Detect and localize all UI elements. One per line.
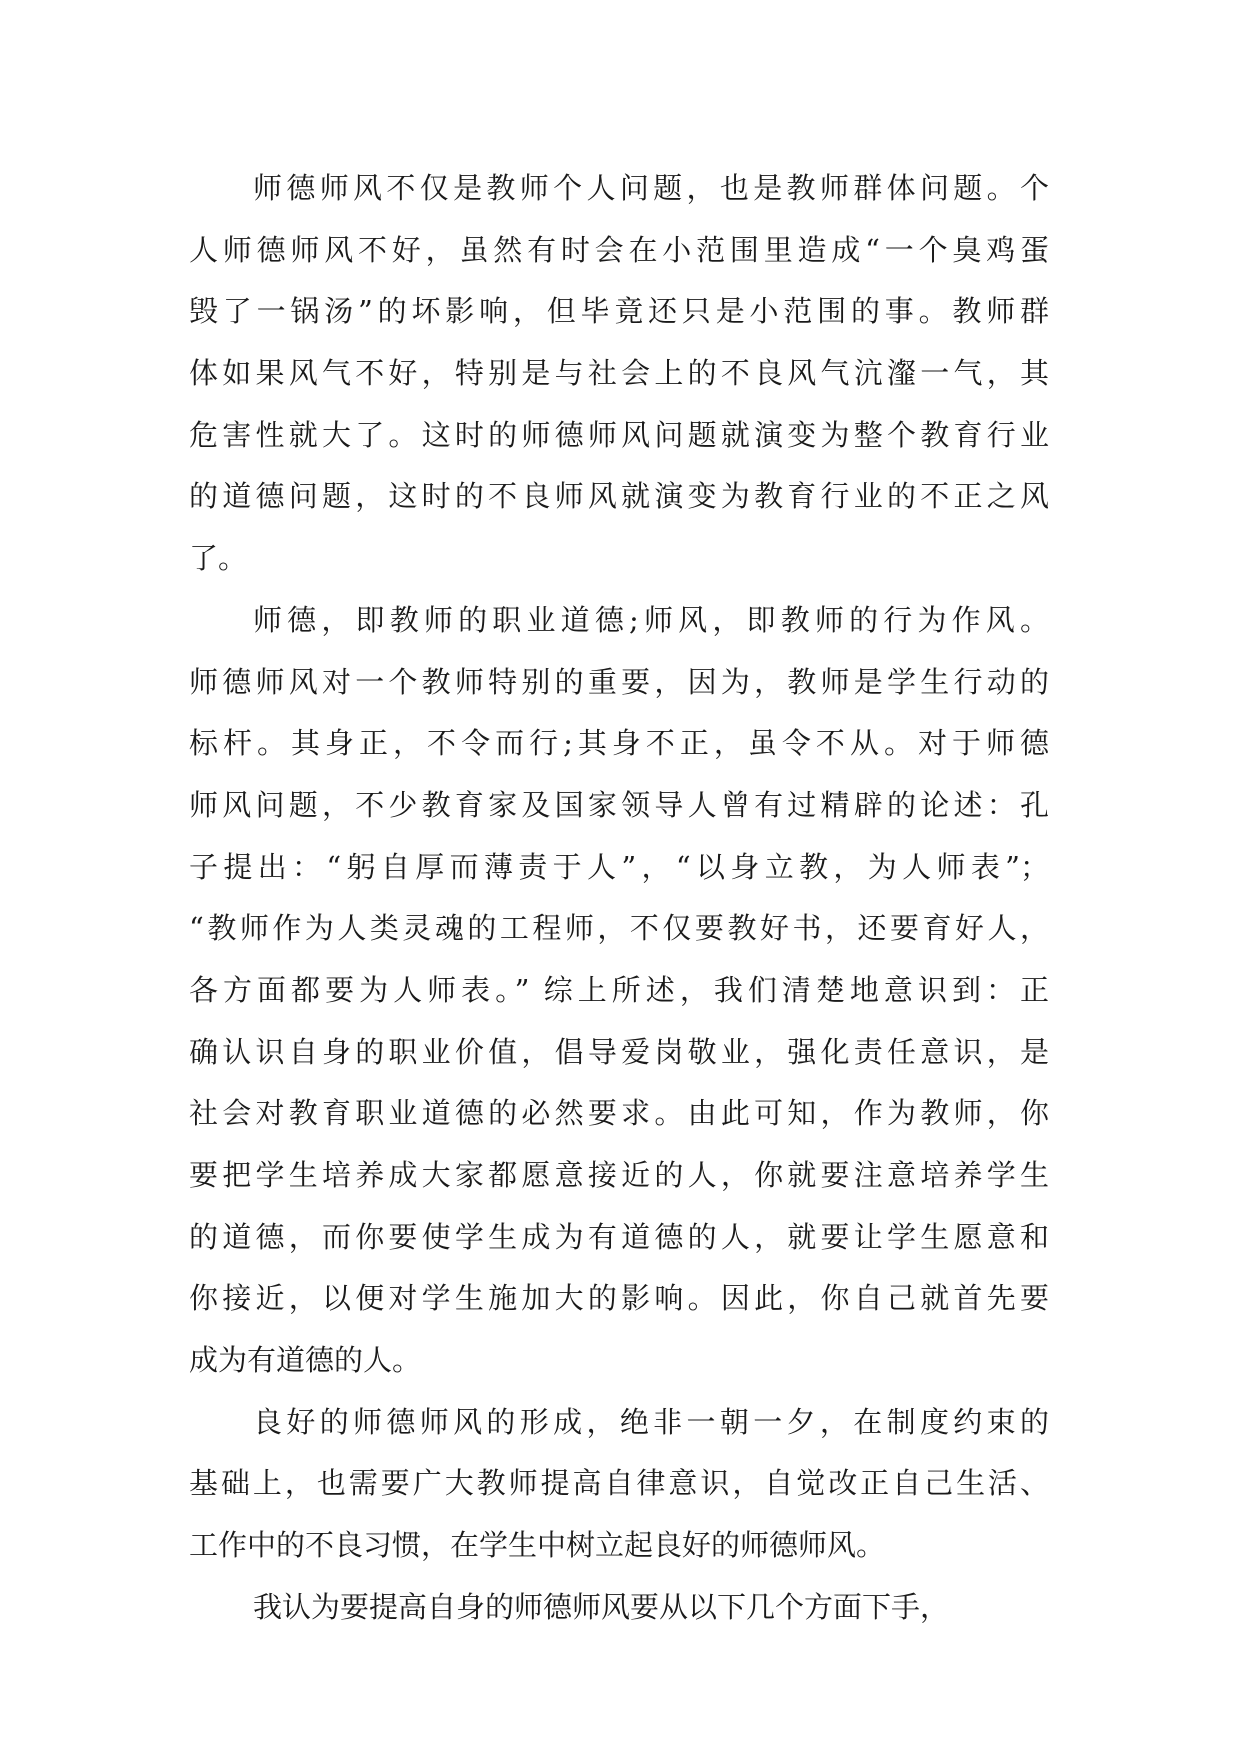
paragraph-4 xyxy=(189,1577,1049,1639)
text-line: 工作中的不良习惯，在学生中树立起良好的师德师风。 xyxy=(189,1528,886,1563)
document-body xyxy=(189,158,1049,1639)
text-line: 体如果风气不好，特别是与社会上的不良风气沆瀣一气，其 xyxy=(189,356,1049,391)
text-line: 师德师风对一个教师特别的重要，因为，教师是学生行动的 xyxy=(189,664,1049,699)
text-line: 危害性就大了。这时的师德师风问题就演变为整个教育行业 xyxy=(189,417,1049,452)
paragraph-2 xyxy=(189,590,1049,1392)
paragraph-3 xyxy=(189,1392,1049,1577)
text-line: 师德，即教师的职业道德;师风，即教师的行为作风。 xyxy=(253,602,1049,637)
text-line: 基础上，也需要广大教师提高自律意识，自觉改正自己生活、 xyxy=(189,1466,1049,1501)
text-line: 你接近，以便对学生施加大的影响。因此，你自己就首先要 xyxy=(189,1281,1049,1316)
text-line: 人师德师风不好，虽然有时会在小范围里造成“一个臭鸡蛋 xyxy=(189,232,1049,267)
text-line: “教师作为人类灵魂的工程师，不仅要教好书，还要育好人， xyxy=(189,911,1049,946)
text-line: 标杆。其身正，不令而行;其身不正，虽令不从。对于师德 xyxy=(189,726,1049,761)
text-line: 毁了一锅汤”的坏影响，但毕竟还只是小范围的事。教师群 xyxy=(189,294,1049,329)
paragraph-1 xyxy=(189,158,1049,590)
text-line: 子提出：“躬自厚而薄责于人”，“以身立教，为人师表”； xyxy=(189,849,1049,884)
text-line: 的道德问题，这时的不良师风就演变为教育行业的不正之风 xyxy=(189,479,1049,514)
text-line: 了。 xyxy=(189,541,248,576)
text-line: 成为有道德的人。 xyxy=(189,1343,422,1378)
text-line: 确认识自身的职业价值，倡导爱岗敬业，强化责任意识，是 xyxy=(189,1034,1049,1069)
text-line: 良好的师德师风的形成，绝非一朝一夕，在制度约束的 xyxy=(253,1404,1049,1439)
text-line: 社会对教育职业道德的必然要求。由此可知，作为教师，你 xyxy=(189,1096,1049,1131)
text-line: 要把学生培养成大家都愿意接近的人，你就要注意培养学生 xyxy=(189,1158,1049,1192)
text-line: 的道德，而你要使学生成为有道德的人，就要让学生愿意和 xyxy=(189,1219,1049,1254)
text-line: 师德师风不仅是教师个人问题，也是教师群体问题。个 xyxy=(253,171,1049,205)
text-line: 师风问题，不少教育家及国家领导人曾有过精辟的论述：孔 xyxy=(189,787,1049,822)
text-line: 我认为要提高自身的师德师风要从以下几个方面下手， xyxy=(253,1589,950,1624)
text-line: 各方面都要为人师表。” 综上所述，我们清楚地意识到：正 xyxy=(189,972,1049,1007)
